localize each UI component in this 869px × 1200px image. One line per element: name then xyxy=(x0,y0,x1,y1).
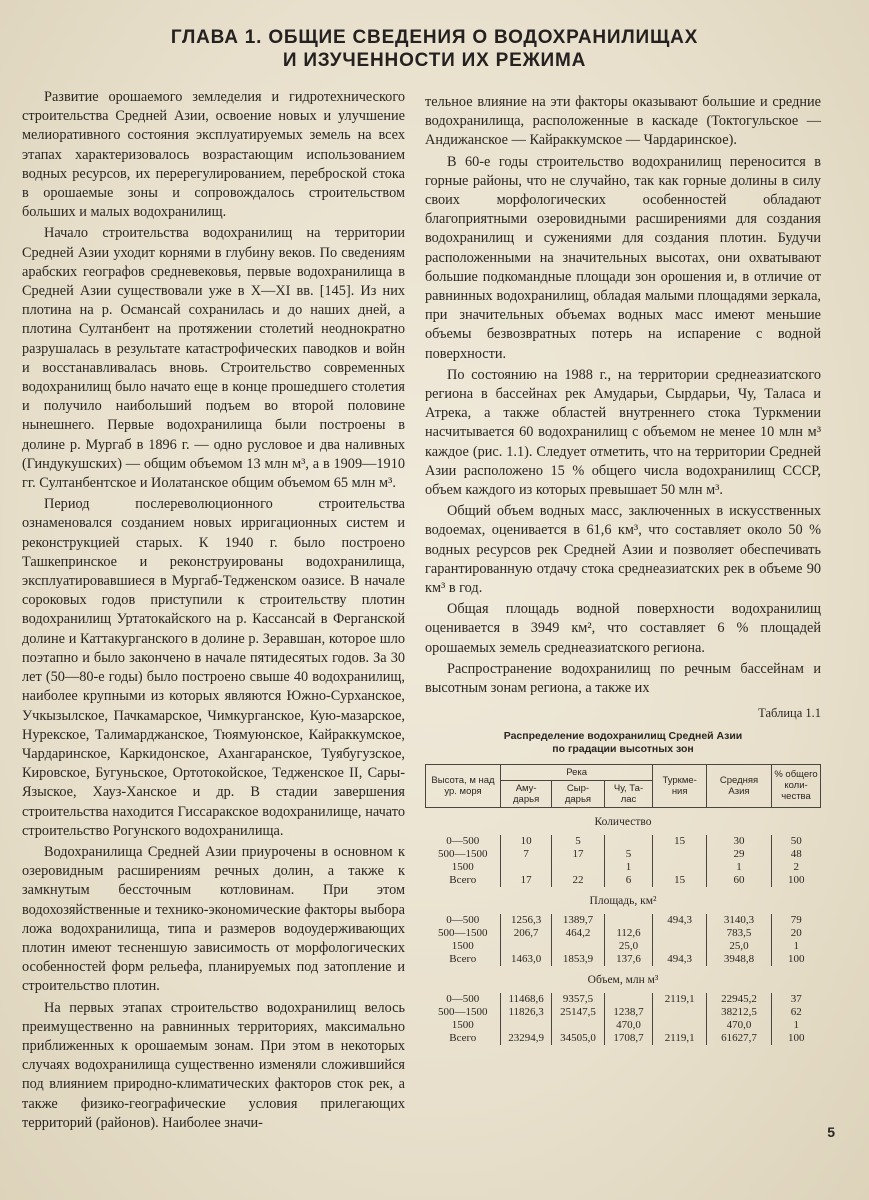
cell-turkm xyxy=(653,1019,707,1032)
paragraph: В 60-е годы строительство водохранилищ переносится в горные районы, что не случайно, так как горные долины в силу своих морфологических особенностей обладают благоприятными озеровидными расширениями для создания водохранилищ и сужениями для создания плотин. Будучи расположенными на значительных высотах, они охватывают большие подкомандные площади зон орошения и, в отличие от равнинных водохранилищ, обладая малыми площадями зеркала, при значительных объемах водных масс имеют меньшие объемы безвозвратных потерь на испарение с водной поверхности. xyxy=(425,153,821,362)
cell-zone: 500—1500 xyxy=(438,1005,488,1018)
cell-amu xyxy=(501,1019,552,1032)
cell-pct: 20 xyxy=(772,927,821,940)
cell-central: 25,0 xyxy=(706,940,771,953)
cell-central: 61627,7 xyxy=(706,1032,771,1045)
table-section-header xyxy=(426,887,821,914)
cell-pct: 1 xyxy=(772,940,821,953)
col-header-chu-talas: Чу, Та-лас xyxy=(604,780,653,807)
cell-chu: 1238,7 xyxy=(604,1006,653,1019)
cell-chu xyxy=(604,835,653,848)
cell-pct: 37 xyxy=(772,993,821,1006)
cell-chu xyxy=(604,914,653,927)
cell-zone: 1500 xyxy=(451,1018,474,1031)
cell-turkm xyxy=(653,848,707,861)
cell-syr xyxy=(552,940,604,953)
cell-chu: 470,0 xyxy=(604,1019,653,1032)
paragraph: Распространение водохранилищ по речным бассейнам и высотным зонам региона, а также их xyxy=(425,660,821,697)
table-row xyxy=(426,861,821,874)
left-column xyxy=(22,88,405,1133)
cell-chu: 1708,7 xyxy=(604,1032,653,1045)
cell-amu: 206,7 xyxy=(501,927,552,940)
cell-pct: 100 xyxy=(772,953,821,966)
cell-zone: Всего xyxy=(449,952,477,965)
cell-syr: 1853,9 xyxy=(552,953,604,966)
cell-amu: 11826,3 xyxy=(501,1006,552,1019)
cell-zone: 500—1500 xyxy=(438,847,488,860)
paragraph: Водохранилища Средней Азии приурочены в основном к озеровидным расширениям речных долин, а также к замкнутым бессточным котловинам. При этом водохозяйственные и технико-экономические факторы выбора ложа водохранилища, типа и размеров водоудерживающих плотин имеют тесненшую зависимость от морфологических особенностей форм рельефа, планируемых под затопление и строительство плотин. xyxy=(22,843,405,995)
cell-syr: 1389,7 xyxy=(552,914,604,927)
cell-central: 3948,8 xyxy=(706,953,771,966)
paragraph: Общая площадь водной поверхности водохранилищ оценивается в 3949 км², что составляет 6 % площадей орошаемых земель среднеазиатского региона. xyxy=(425,601,821,656)
cell-turkm: 2119,1 xyxy=(653,1032,707,1045)
cell-turkm: 494,3 xyxy=(653,953,707,966)
table-title-line-2: по градации высотных зон xyxy=(552,742,694,755)
paragraph: По состоянию на 1988 г., на территории среднеазиатского региона в бассейнах рек Амударьи, Сырдарьи, Чу, Таласа и Атрека, а также областей внутреннего стока Туркмении насчитывается 60 водохранилищ с объемом не менее 10 млн м³ каждое (рис. 1.1). Следует отметить, что на территории Средней Азии расположено 15 % общего числа водохранилищ СССР, объем каждого из которых превышает 50 млн м³. xyxy=(425,366,821,499)
col-header-turkmenia: Туркме-ния xyxy=(653,764,707,807)
col-header-height: Высота, м над ур. моря xyxy=(426,764,501,807)
cell-zone: 0—500 xyxy=(446,834,480,847)
cell-turkm xyxy=(653,940,707,953)
cell-pct: 1 xyxy=(772,1019,821,1032)
paragraph: Развитие орошаемого земледелия и гидротехнического строительства Средней Азии, освоение новых и улучшение мелиоративного состояния эксплуатируемых земель на всех этапах характеризовалось возрастающим использованием водных ресурсов, их перерегулированием, переброской стока в орошаемые зоны и сопровождалось строительством больших и малых водохранилищ. xyxy=(22,89,405,221)
cell-central: 783,5 xyxy=(706,927,771,940)
cell-central: 470,0 xyxy=(706,1019,771,1032)
cell-pct: 48 xyxy=(772,848,821,861)
table-row xyxy=(426,1032,821,1045)
table-row xyxy=(426,953,821,966)
paragraph: Период послереволюционного строительства ознаменовался созданием новых ирригационных систем и реконструкцией старых. К 1940 г. было построено Ташкепринское и реконструированы водохранилища, эксплуатировавшиеся в Мургаб-Тедженском оазисе. В начале сороковых годов приступили к строительству плотин водохранилищ Уртатокайского на р. Кассансай в Ферганской долине и Каттакурганского в долине р. Зеравшан, которое шло поэтапно и было закончено в начале пятидесятых годов. За 30 лет (50—80-е годы) было построено свыше 40 водохранилищ, наиболее крупными из которых являются Южно-Сурханское, Учкызылское, Пачкамарское, Чимкурганское, Кую-мазарское, Нурекское, Талимарджанское, Тюямуюнское, Кайраккумское, Чардаринское, Каркидонское, Ахангаранское, Туябугузское, Кировское, Бугуньское, Ортотокойское, Тедженское II, Сары-Языское, Хауз-Ханское и др. В стадии завершения строительства находится Гиссаракское водохранилище, начато строительство Рогунского водохранилища. xyxy=(22,496,405,839)
cell-turkm: 2119,1 xyxy=(653,993,707,1006)
paragraph: Начало строительства водохранилищ на территории Средней Азии уходит корнями в глубину веков. По сведениям арабских географов средневековья, первые водохранилища в Средней Азии существовали уже в X—XI вв. [145]. Из них плотина на р. Османсай сохранилась и до наших дней, а плотина Султанбент на протяжении столетий неоднократно разрушалась в результате катастрофических паводков и войн и восстанавливалась вновь. Строительство современных водохранилищ было начато еще в конце прошедшего столетия и получило наибольший подъем во второй половине нынешнего. Первые водохранилища были построены в долине р. Мургаб в 1896 г. — одно русловое и два наливных (Гиндукушских) — общим объемом 13 млн м³, а в 1909—1910 гг. Султанбентское и Иолатанское общим объемом 65 млн м³. xyxy=(22,225,405,492)
cell-amu: 10 xyxy=(501,835,552,848)
col-header-syrdarya: Сыр-дарья xyxy=(552,780,604,807)
cell-syr: 25147,5 xyxy=(552,1006,604,1019)
col-header-central-asia: Средняя Азия xyxy=(706,764,771,807)
paragraph: тельное влияние на эти факторы оказывают большие и средние водохранилища, расположенные в каскаде (Токтогульское — Андижанское — Кайраккумское — Чардаринское). xyxy=(425,94,821,149)
cell-zone: Всего xyxy=(449,1031,477,1044)
cell-turkm xyxy=(653,861,707,874)
chapter-title-line-1: ГЛАВА 1. ОБЩИЕ СВЕДЕНИЯ О ВОДОХРАНИЛИЩАХ xyxy=(170,27,699,48)
col-header-percent: % общего коли-чества xyxy=(772,764,821,807)
table-title xyxy=(425,730,821,756)
cell-turkm: 15 xyxy=(653,835,707,848)
paragraph: Общий объем водных масс, заключенных в искусственных водоемах, оценивается в 61,6 км³, что составляет около 50 % водных ресурсов рек Средней Азии и позволяет обеспечивать гарантированную отдачу стока среднеазиатских рек в объеме 90 км³ в год. xyxy=(425,503,821,597)
cell-turkm xyxy=(653,927,707,940)
cell-zone: Всего xyxy=(449,873,477,886)
table-section-header xyxy=(426,966,821,993)
cell-syr: 17 xyxy=(552,848,604,861)
cell-zone: 0—500 xyxy=(446,992,480,1005)
cell-chu xyxy=(604,993,653,1006)
cell-zone: 1500 xyxy=(451,939,474,952)
cell-amu: 1463,0 xyxy=(501,953,552,966)
cell-amu: 17 xyxy=(501,874,552,887)
cell-central: 3140,3 xyxy=(706,914,771,927)
table-section-header xyxy=(426,807,821,835)
cell-amu xyxy=(501,940,552,953)
table-row xyxy=(426,927,821,940)
table-row xyxy=(426,848,821,861)
table-title-line-1: Распределение водохранилищ Средней Азии xyxy=(503,729,743,742)
table-label: Таблица 1.1 xyxy=(758,706,821,721)
table-body xyxy=(426,807,821,1045)
cell-chu: 137,6 xyxy=(604,953,653,966)
cell-chu: 25,0 xyxy=(604,940,653,953)
section-title: Объем, млн м³ xyxy=(587,973,659,986)
cell-pct: 62 xyxy=(772,1006,821,1019)
cell-chu: 6 xyxy=(604,874,653,887)
cell-central: 1 xyxy=(706,861,771,874)
table-row xyxy=(426,874,821,887)
cell-amu: 23294,9 xyxy=(501,1032,552,1045)
cell-syr: 464,2 xyxy=(552,927,604,940)
cell-amu xyxy=(501,861,552,874)
table-row xyxy=(426,993,821,1006)
cell-syr: 34505,0 xyxy=(552,1032,604,1045)
cell-chu: 5 xyxy=(604,848,653,861)
reservoir-table xyxy=(425,764,821,1045)
col-header-amudarya: Аму-дарья xyxy=(501,780,552,807)
table-row xyxy=(426,940,821,953)
cell-pct: 100 xyxy=(772,874,821,887)
section-title: Площадь, км² xyxy=(589,894,657,907)
col-header-river: Река xyxy=(501,764,653,780)
table-row xyxy=(426,835,821,848)
cell-chu: 1 xyxy=(604,861,653,874)
cell-syr xyxy=(552,1019,604,1032)
cell-central: 38212,5 xyxy=(706,1006,771,1019)
cell-amu: 1256,3 xyxy=(501,914,552,927)
cell-turkm: 15 xyxy=(653,874,707,887)
cell-zone: 500—1500 xyxy=(438,926,488,939)
cell-syr: 9357,5 xyxy=(552,993,604,1006)
chapter-title-line-2: И ИЗУЧЕННОСТИ ИХ РЕЖИМА xyxy=(282,50,587,71)
cell-central: 30 xyxy=(706,835,771,848)
cell-syr: 5 xyxy=(552,835,604,848)
cell-pct: 50 xyxy=(772,835,821,848)
table-row xyxy=(426,1006,821,1019)
page-number: 5 xyxy=(827,1124,835,1140)
paragraph: На первых этапах строительство водохранилищ велось преимущественно на равнинных территориях, максимально приближенных к орошаемым зонам. При этом в некоторых случаях водохранилища существенно изменяли сложившийся под влиянием природно-климатических факторов сток рек, а также физико-географические условия прилегающих территорий (районов). Наиболее значи- xyxy=(22,999,405,1131)
cell-syr: 22 xyxy=(552,874,604,887)
cell-amu: 11468,6 xyxy=(501,993,552,1006)
cell-turkm xyxy=(653,1006,707,1019)
cell-turkm: 494,3 xyxy=(653,914,707,927)
cell-central: 29 xyxy=(706,848,771,861)
cell-pct: 2 xyxy=(772,861,821,874)
cell-central: 60 xyxy=(706,874,771,887)
table-row xyxy=(426,1019,821,1032)
cell-pct: 100 xyxy=(772,1032,821,1045)
cell-zone: 1500 xyxy=(451,860,474,873)
cell-amu: 7 xyxy=(501,848,552,861)
cell-pct: 79 xyxy=(772,914,821,927)
section-title: Количество xyxy=(594,815,652,828)
cell-central: 22945,2 xyxy=(706,993,771,1006)
cell-syr xyxy=(552,861,604,874)
cell-zone: 0—500 xyxy=(446,913,480,926)
cell-chu: 112,6 xyxy=(604,927,653,940)
table-row xyxy=(426,914,821,927)
right-column xyxy=(425,93,821,1045)
